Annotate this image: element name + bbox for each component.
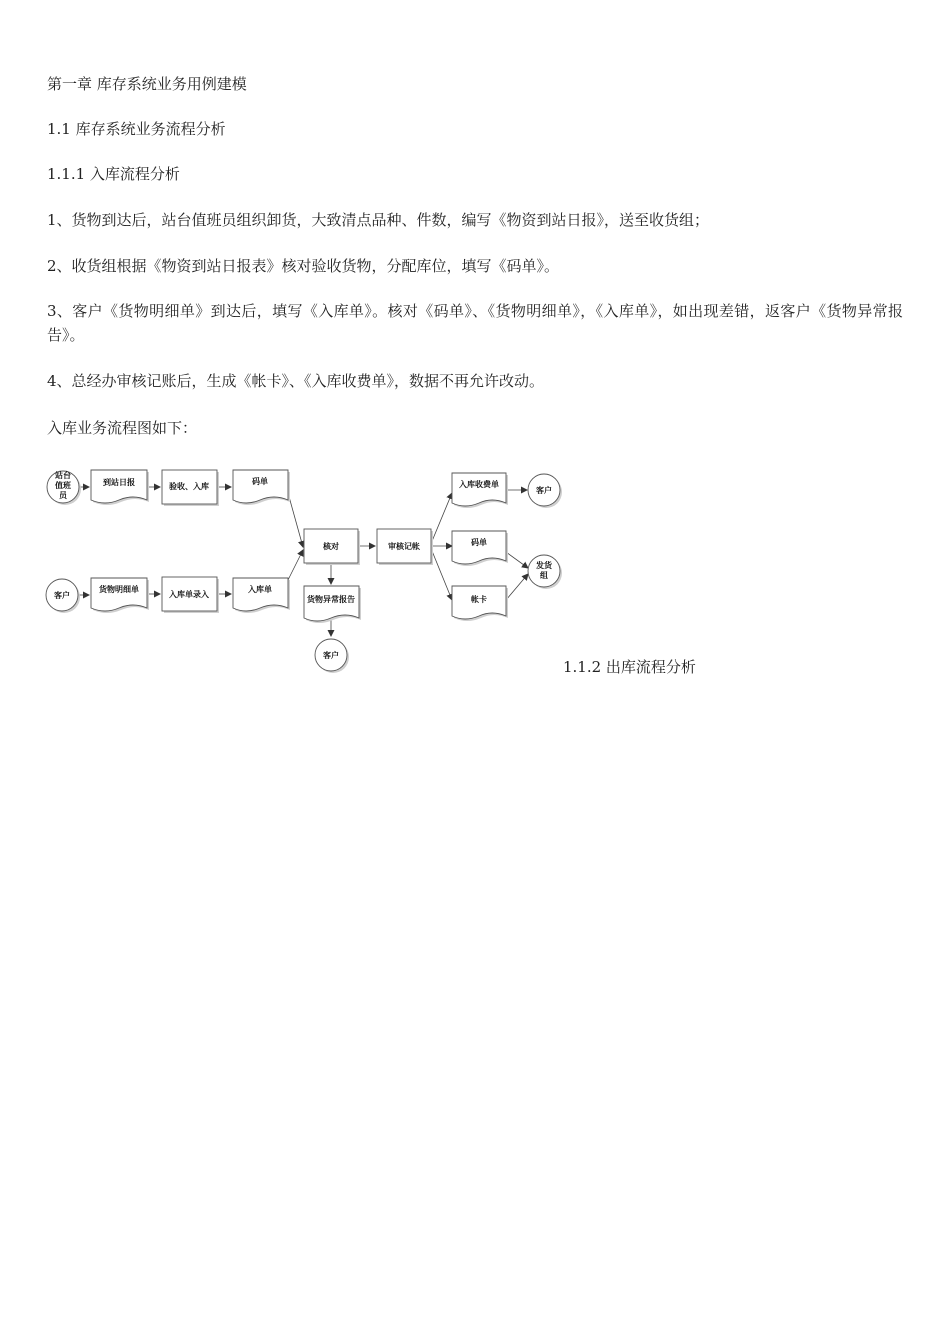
node-customer-bottom [315,639,349,673]
node-label: 客户 [536,486,552,495]
node-entry-input [162,577,219,613]
node-label: 客户 [323,651,339,660]
node-label: 入库单 [248,585,272,594]
step-paragraph-3: 3、客户《货物明细单》到达后，填写《入库单》。核对《码单》、《货物明细单》，《入库单》，如出现差错，返客户《货物异常报告》。 [47,302,903,344]
node-shipping-group [528,555,562,589]
diagram-intro: 入库业务流程图如下： [47,419,198,437]
node-code-sheet-top [233,470,290,505]
node-fee-sheet [452,473,508,508]
node-label: 码单 [471,538,487,547]
node-label: 入库收费单 [459,480,499,489]
node-customer-left [46,579,80,613]
connector [288,493,303,547]
node-label: 到站日报 [103,478,135,487]
connector [430,493,452,546]
node-label: 入库单录入 [169,590,209,599]
node-account-card [452,586,508,621]
node-label: 帐卡 [471,595,487,604]
node-label: 码单 [252,477,268,486]
step-paragraph-4: 4、总经办审核记账后，生成《帐卡》、《入库收费单》，数据不再允许改动。 [47,372,545,390]
node-label: 货物明细单 [99,585,139,594]
node-label: 审核记帐 [388,542,420,551]
connector [506,552,528,568]
connector [506,574,528,600]
node-check [304,529,360,565]
step-paragraph-2: 2、收货组根据《物资到站日报表》核对验收货物，分配库位，填写《码单》。 [47,257,560,275]
node-label: 发货 [536,561,552,570]
connector [288,550,303,580]
node-label: 值班 [55,481,71,490]
node-inspect-store [162,470,219,506]
section-title: 1.1 库存系统业务流程分析 [47,120,226,138]
chapter-title: 第一章 库存系统业务用例建模 [47,75,247,93]
node-code-sheet-mid [452,531,508,566]
node-label: 站台 [55,471,71,480]
node-station-staff [47,470,81,505]
node-label: 员 [59,491,67,500]
node-customer-right [528,474,562,508]
node-goods-detail [91,578,149,613]
node-audit [377,529,433,565]
node-label: 客户 [54,591,70,600]
node-daily-report [91,470,149,505]
node-label: 验收、入库 [169,482,209,491]
node-label: 货物异常报告 [307,595,355,604]
node-label: 核对 [323,542,339,551]
next-subsection-title: 1.1.2 出库流程分析 [563,658,696,676]
node-label: 组 [540,571,548,580]
node-entry-sheet [233,578,290,613]
inbound-flowchart [40,460,580,680]
node-exception-report [304,586,361,623]
connector [430,546,452,600]
subsection-title: 1.1.1 入库流程分析 [47,165,180,183]
step-paragraph-1: 1、货物到达后，站台值班员组织卸货，大致清点品种、件数，编写《物资到站日报》，送至收货组； [47,211,710,229]
